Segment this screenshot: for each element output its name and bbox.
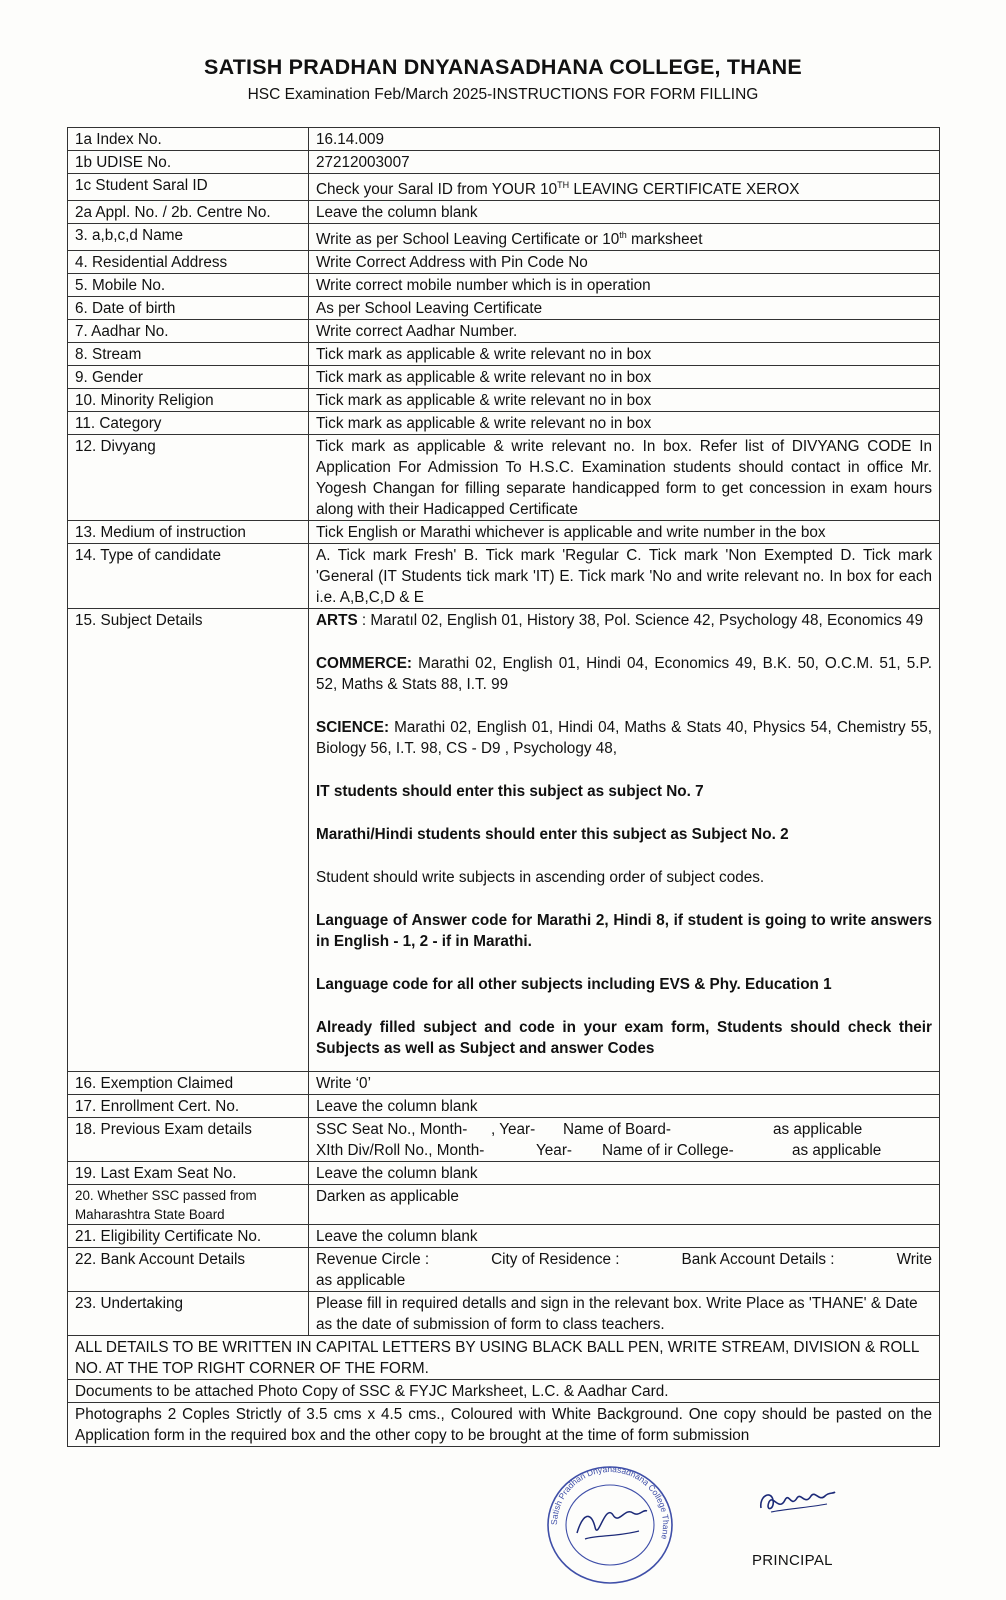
subject-details — [309, 609, 940, 1072]
row-value: Leave the column blank — [309, 1162, 940, 1185]
row-value: Tick mark as applicable & write relevant no in box — [309, 412, 940, 435]
table-row — [68, 389, 940, 412]
row-label: 4. Residential Address — [68, 251, 309, 274]
college-stamp-icon — [535, 1463, 685, 1588]
previous-exam-line-1 — [316, 1119, 932, 1140]
language-note: Marathi/Hindi students should enter this subject as Subject No. 2 — [316, 826, 789, 844]
row-label: 18. Previous Exam details — [68, 1118, 309, 1162]
row-label: 14. Type of candidate — [68, 544, 309, 609]
superscript: th — [619, 230, 627, 241]
commerce-subjects — [316, 653, 932, 695]
row-value: 16.14.009 — [309, 128, 940, 151]
table-row — [68, 1072, 940, 1095]
detail-text: , Year- — [491, 1121, 536, 1139]
bank-details-line — [316, 1249, 932, 1270]
row-label: 16. Exemption Claimed — [68, 1072, 309, 1095]
arts-subjects — [316, 610, 932, 631]
value-text: Check your Saral ID from YOUR 10 — [316, 181, 558, 199]
row-label: 19. Last Exam Seat No. — [68, 1162, 309, 1185]
table-row — [68, 1185, 940, 1225]
table-row — [68, 343, 940, 366]
document-subtitle: HSC Examination Feb/March 2025-INSTRUCTIONS FOR FORM FILLING — [247, 86, 759, 103]
value-text: marksheet — [626, 231, 703, 249]
row-value: Leave the column blank — [309, 201, 940, 224]
row-value: Leave the column blank — [309, 1225, 940, 1248]
table-row — [68, 151, 940, 174]
commerce-heading: COMMERCE: — [316, 655, 413, 673]
row-value: Write correct Aadhar Number. — [309, 320, 940, 343]
table-row — [68, 1225, 940, 1248]
table-row — [68, 320, 940, 343]
row-label: 11. Category — [68, 412, 309, 435]
row-label: 2a Appl. No. / 2b. Centre No. — [68, 201, 309, 224]
instructions-table — [67, 127, 940, 1447]
row-label: 1b UDISE No. — [68, 151, 309, 174]
table-row — [68, 224, 940, 251]
svg-text:Satish Pradhan Dnyanasadhana C — [549, 1464, 671, 1541]
table-row — [68, 1118, 940, 1162]
row-label: 3. a,b,c,d Name — [68, 224, 309, 251]
row-value: Tick mark as applicable & write relevant no in box — [309, 366, 940, 389]
row-label: 21. Eligibility Certificate No. — [68, 1225, 309, 1248]
row-label: 10. Minority Religion — [68, 389, 309, 412]
row-label: 9. Gender — [68, 366, 309, 389]
previous-exam-line-2 — [316, 1140, 932, 1161]
row-label: 7. Aadhar No. — [68, 320, 309, 343]
table-row — [68, 366, 940, 389]
row-label: 8. Stream — [68, 343, 309, 366]
check-note: Already filled subject and code in your exam form, Students should check their Subjects as well as Subject and answer Codes — [316, 1019, 932, 1058]
table-row — [68, 201, 940, 224]
detail-text: Name of Board- — [563, 1121, 671, 1139]
table-row — [68, 609, 940, 1072]
science-subjects — [316, 717, 932, 759]
row-value: 27212003007 — [309, 151, 940, 174]
detail-text: Write — [896, 1251, 932, 1269]
bank-account-details — [309, 1248, 940, 1292]
detail-text: Revenue Circle : — [316, 1251, 430, 1269]
value-text: LEAVING CERTIFICATE XEROX — [569, 181, 800, 199]
row-value: Tick mark as applicable & write relevant no. In box. Refer list of DIVYANG CODE In Application For Admission To H.S.C. Examination students should contact in office Mr. Yogesh Changan for filling separate handicapped form to get concession in exam hours along with their Hadicapped Certificate — [309, 435, 940, 521]
signature-area — [0, 1460, 1006, 1600]
row-value: Tick English or Marathi whichever is applicable and write number in the box — [309, 521, 940, 544]
detail-text: City of Residence : — [491, 1251, 620, 1269]
table-row — [68, 174, 940, 201]
previous-exam-details — [309, 1118, 940, 1162]
table-row — [68, 274, 940, 297]
row-label: 15. Subject Details — [68, 609, 309, 1072]
row-label: 1a Index No. — [68, 128, 309, 151]
detail-text: Name of ir College- — [602, 1142, 734, 1160]
detail-text: Year- — [536, 1142, 573, 1160]
row-label: 17. Enrollment Cert. No. — [68, 1095, 309, 1118]
table-row — [68, 251, 940, 274]
row-value: Write Correct Address with Pin Code No — [309, 251, 940, 274]
arts-heading: ARTS — [316, 612, 358, 630]
table-row — [68, 1248, 940, 1292]
table-row — [68, 1380, 940, 1403]
row-label: 6. Date of birth — [68, 297, 309, 320]
row-label: 20. Whether SSC passed from Maharashtra State Board — [68, 1185, 309, 1225]
detail-text: SSC Seat No., Month- — [316, 1121, 468, 1139]
table-row — [68, 1292, 940, 1336]
detail-text: Bank Account Details : — [681, 1251, 835, 1269]
row-label: 5. Mobile No. — [68, 274, 309, 297]
row-value: Leave the column blank — [309, 1095, 940, 1118]
it-note: IT students should enter this subject as subject No. 7 — [316, 783, 704, 801]
detail-text: XIth Div/Roll No., Month- — [316, 1142, 485, 1160]
row-label: 12. Divyang — [68, 435, 309, 521]
table-row — [68, 1336, 940, 1380]
row-label: 22. Bank Account Details — [68, 1248, 309, 1292]
row-label: 13. Medium of instruction — [68, 521, 309, 544]
table-row — [68, 544, 940, 609]
table-row — [68, 412, 940, 435]
stamp-text: Satish Pradhan Dnyanasadhana College Thane — [548, 1463, 672, 1541]
row-value: Tick mark as applicable & write relevant no in box — [309, 389, 940, 412]
table-row — [68, 297, 940, 320]
row-value: A. Tick mark Fresh' B. Tick mark 'Regular C. Tick mark 'Non Exempted D. Tick mark 'General (IT Students tick mark 'IT) E. Tick mark 'No and write relevant no. In box for each i.e. A,B,C,D & E — [309, 544, 940, 609]
row-value: Please fill in required detalls and sign in the relevant box. Write Place as 'THANE' & Date as the date of submission of form to class teachers. — [309, 1292, 940, 1336]
row-value: Write ‘0’ — [309, 1072, 940, 1095]
table-row — [68, 521, 940, 544]
row-value: Darken as applicable — [309, 1185, 940, 1225]
row-value — [309, 224, 940, 251]
detail-text: as applicable — [792, 1142, 882, 1160]
value-text: Write as per School Leaving Certificate or 10 — [316, 231, 620, 249]
table-row — [68, 1403, 940, 1447]
row-value: Tick mark as applicable & write relevant no in box — [309, 343, 940, 366]
table-row — [68, 1162, 940, 1185]
science-text: Marathi 02, English 01, Hindi 04, Maths & Stats 40, Physics 54, Chemistry 55, Biology 56, I.T. 98, CS - D9 , Psychology 48, — [316, 719, 932, 758]
other-language-note: Language code for all other subjects including EVS & Phy. Education 1 — [316, 976, 832, 994]
table-row — [68, 1095, 940, 1118]
college-title: SATISH PRADHAN DNYANASADHANA COLLEGE, THANE — [204, 55, 802, 79]
table-row — [68, 128, 940, 151]
order-note: Student should write subjects in ascending order of subject codes. — [316, 869, 765, 887]
detail-text: as applicable — [316, 1272, 406, 1290]
capital-letters-note: ALL DETAILS TO BE WRITTEN IN CAPITAL LETTERS BY USING BLACK BALL PEN, WRITE STREAM, DIVISION & ROLL NO. AT THE TOP RIGHT CORNER OF THE FORM. — [68, 1336, 940, 1380]
row-value — [309, 174, 940, 201]
detail-text: as applicable — [773, 1121, 863, 1139]
documents-note: Documents to be attached Photo Copy of SSC & FYJC Marksheet, L.C. & Aadhar Card. — [68, 1380, 940, 1403]
row-label: 1c Student Saral ID — [68, 174, 309, 201]
arts-text: : Maratıl 02, English 01, History 38, Pol. Science 42, Psychology 48, Economics 49 — [357, 612, 924, 630]
science-heading: SCIENCE: — [316, 719, 390, 737]
answer-code-note: Language of Answer code for Marathi 2, Hindi 8, if student is going to write answers in English - 1, 2 - if in Marathi. — [316, 912, 932, 951]
row-value: Write correct mobile number which is in operation — [309, 274, 940, 297]
commerce-text: Marathi 02, English 01, Hindi 04, Economics 49, B.K. 50, O.C.M. 51, 5.P. 52, Maths & Stats 88, I.T. 99 — [316, 655, 932, 694]
table-row — [68, 435, 940, 521]
row-value: As per School Leaving Certificate — [309, 297, 940, 320]
principal-signature-icon — [755, 1482, 840, 1522]
row-label: 23. Undertaking — [68, 1292, 309, 1336]
principal-label: PRINCIPAL — [752, 1552, 833, 1569]
superscript: TH — [557, 180, 570, 190]
photographs-note: Photographs 2 Coples Strictly of 3.5 cms x 4.5 cms., Coloured with White Background. One copy should be pasted on the Application form in the required box and the other copy to be brought at the time of form submission — [68, 1403, 940, 1447]
